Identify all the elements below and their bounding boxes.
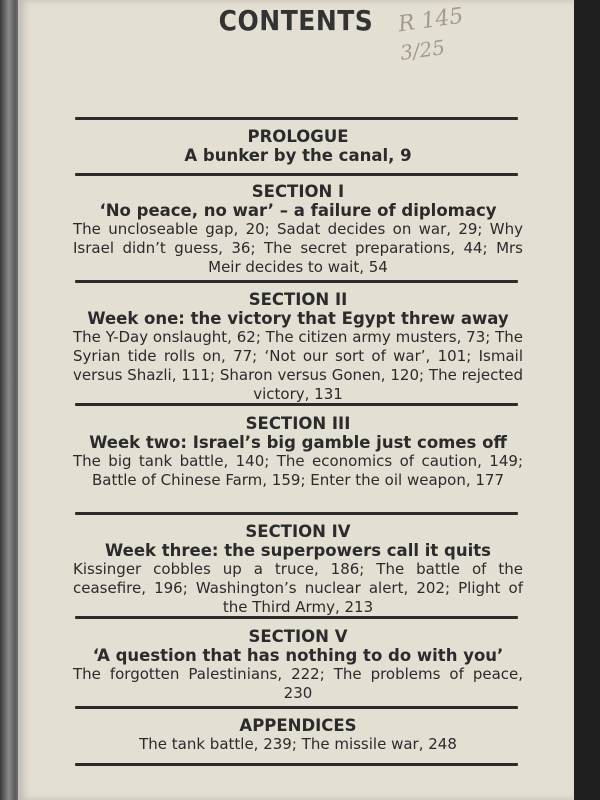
section-entries: The big tank battle, 140; The economics of caution, 149; Battle of Chinese Farm, 159; Enter the oil weapon, 177 bbox=[73, 452, 523, 489]
divider-rule bbox=[75, 763, 518, 766]
section-title: SECTION V bbox=[248, 627, 348, 646]
divider-rule bbox=[75, 173, 518, 176]
section-5 bbox=[73, 627, 523, 703]
divider-rule bbox=[75, 403, 518, 406]
handwritten-note: 3/25 bbox=[398, 34, 447, 66]
section-subtitle: ‘No peace, no war’ – a failure of diplomacy bbox=[99, 201, 497, 220]
section-prologue bbox=[73, 127, 523, 165]
section-subtitle: Week three: the superpowers call it quits bbox=[105, 541, 491, 560]
section-title: SECTION III bbox=[245, 414, 351, 433]
book-spine-shadow bbox=[570, 0, 600, 800]
section-title: PROLOGUE bbox=[247, 127, 349, 146]
section-entries: The forgotten Palestinians, 222; The problems of peace, 230 bbox=[73, 665, 523, 702]
section-entries: The uncloseable gap, 20; Sadat decides on war, 29; Why Israel didn’t guess, 36; The secret preparations, 44; Mrs Meir decides to wait, 54 bbox=[73, 220, 523, 276]
section-entries: The tank battle, 239; The missile war, 248 bbox=[139, 735, 457, 753]
contents-page bbox=[18, 0, 574, 800]
section-title: SECTION I bbox=[251, 182, 345, 201]
section-entries: The Y-Day onslaught, 62; The citizen army musters, 73; The Syrian tide rolls on, 77; ‘Not our sort of war’, 101; Ismail versus Shazli, 111; Sharon versus Gonen, 120; The rejected victory, 131 bbox=[73, 328, 523, 403]
divider-rule bbox=[75, 706, 518, 709]
section-subtitle: ‘A question that has nothing to do with you’ bbox=[92, 646, 504, 665]
section-subtitle: Week one: the victory that Egypt threw away bbox=[87, 309, 509, 328]
section-title: SECTION II bbox=[248, 290, 348, 309]
divider-rule bbox=[75, 616, 518, 619]
section-appendices bbox=[73, 716, 523, 754]
section-subtitle: A bunker by the canal, 9 bbox=[184, 146, 412, 165]
section-entries: Kissinger cobbles up a truce, 186; The battle of the ceasefire, 196; Washington’s nuclear alert, 202; Plight of the Third Army, 213 bbox=[73, 560, 523, 616]
divider-rule bbox=[75, 280, 518, 283]
section-1 bbox=[73, 182, 523, 277]
divider-rule bbox=[75, 512, 518, 515]
section-4 bbox=[73, 522, 523, 617]
divider-rule bbox=[75, 117, 518, 120]
section-title: SECTION IV bbox=[245, 522, 351, 541]
page-title: CONTENTS bbox=[218, 4, 374, 37]
section-2 bbox=[73, 290, 523, 404]
section-3 bbox=[73, 414, 523, 490]
handwritten-note: R 145 bbox=[396, 3, 465, 38]
section-subtitle: Week two: Israel’s big gamble just comes off bbox=[89, 433, 507, 452]
section-title: APPENDICES bbox=[239, 716, 357, 735]
